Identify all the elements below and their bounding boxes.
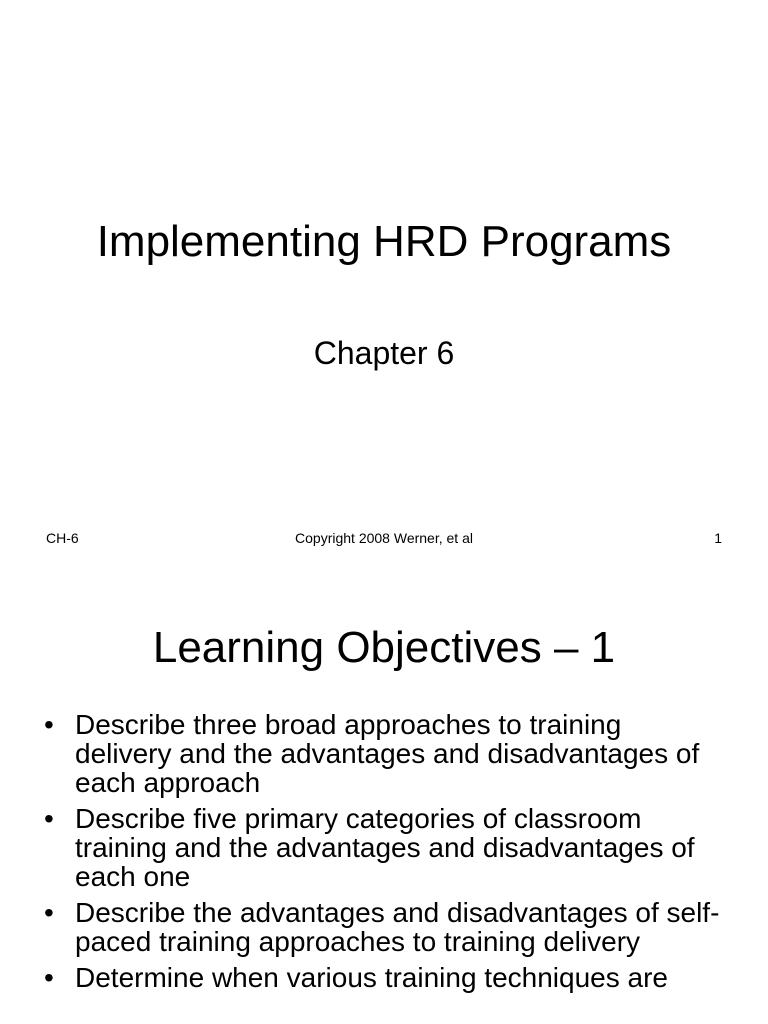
footer-copyright: Copyright 2008 Werner, et al [295, 530, 473, 546]
bullet-marker: • [44, 962, 54, 993]
list-item-text: Describe three broad approaches to training delivery and the advantages and disadvantages of each approach [75, 709, 700, 798]
slide-subtitle: Chapter 6 [313, 335, 455, 371]
slide-learning-objectives [0, 576, 768, 1024]
slide-title-heading: Implementing HRD Programs [96, 217, 672, 266]
list-item [44, 963, 724, 992]
list-item-text: Describe five primary categories of classroom training and the advantages and disadvantages of each one [75, 803, 695, 892]
bullet-marker: • [44, 709, 54, 740]
slide-heading: Learning Objectives – 1 [152, 623, 616, 672]
bullet-marker: • [44, 803, 54, 834]
bullet-marker: • [44, 897, 54, 928]
list-item [44, 804, 724, 891]
list-item [44, 898, 724, 956]
list-item [44, 710, 724, 797]
footer-chapter-label: CH-6 [46, 530, 79, 546]
list-item-text: Determine when various training techniques are [75, 962, 668, 993]
footer-page-number: 1 [714, 530, 722, 546]
list-item-text: Describe the advantages and disadvantages of self-paced training approaches to training delivery [75, 897, 720, 957]
objectives-list [44, 710, 724, 999]
